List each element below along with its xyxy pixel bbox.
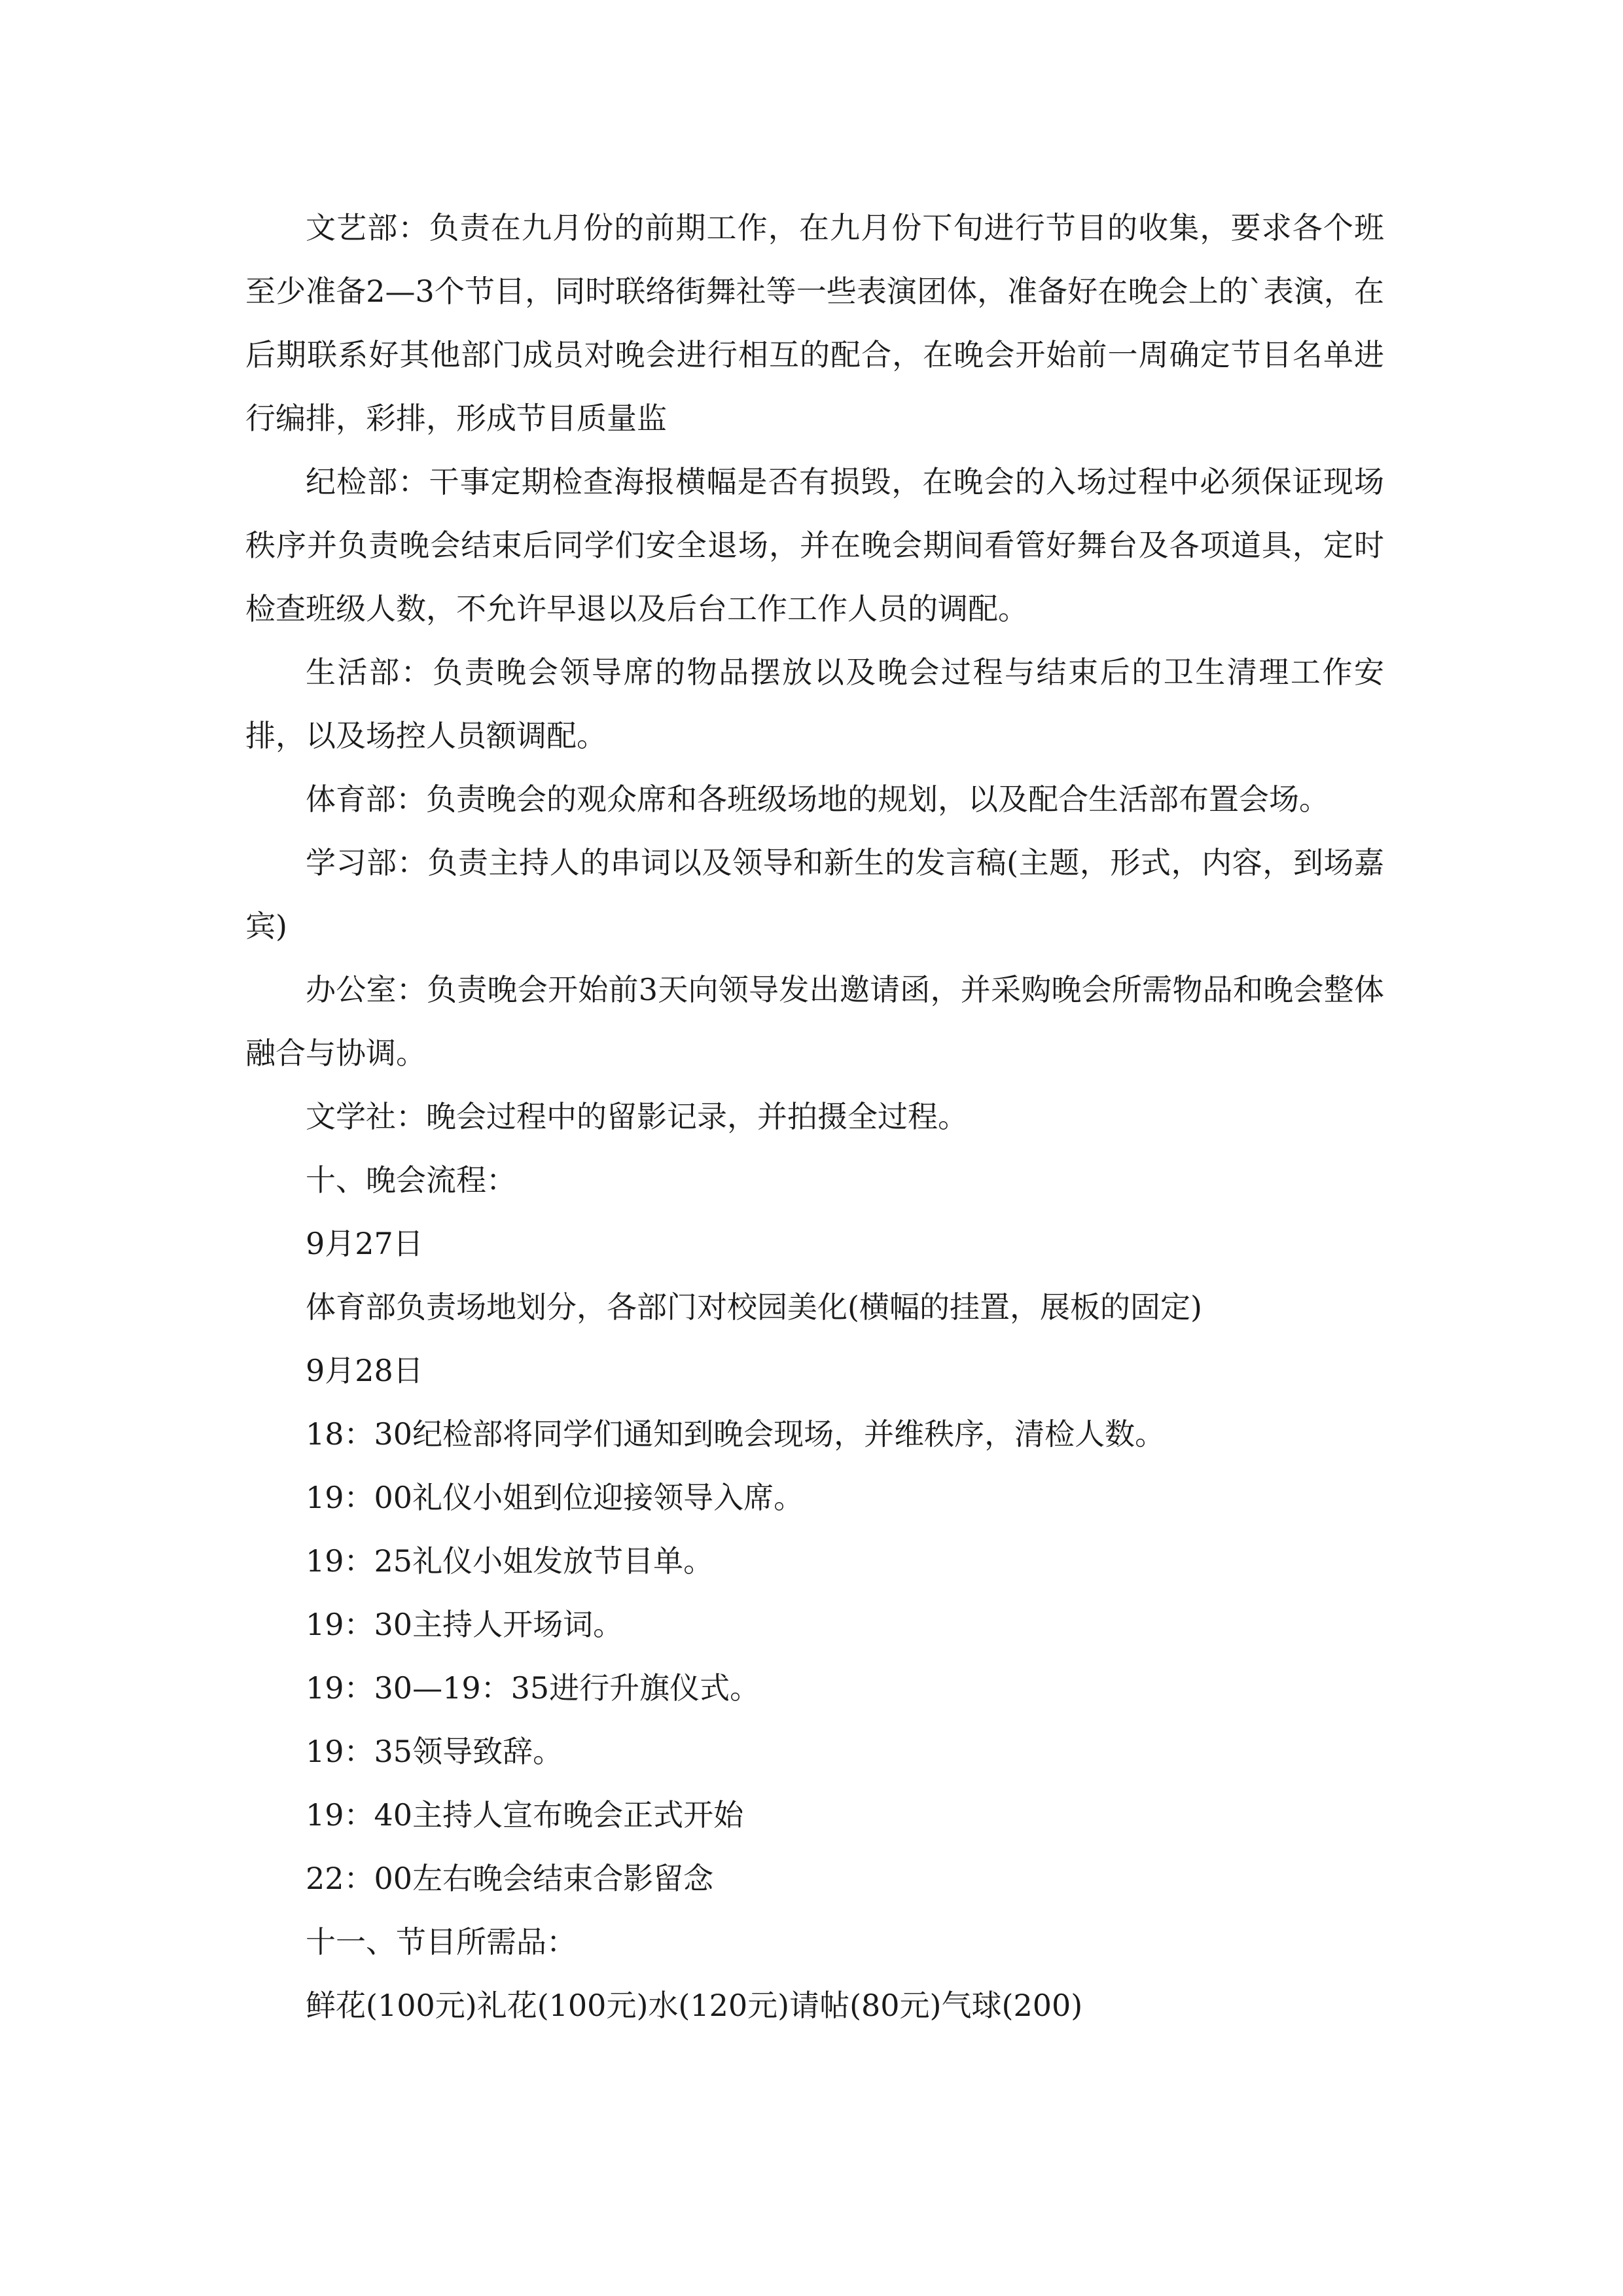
schedule-item: 19：30—19：35进行升旗仪式。 xyxy=(306,1670,760,1706)
paragraph-wenxueshe: 文学社：晚会过程中的留影记录，并拍摄全过程。 xyxy=(306,1099,968,1134)
schedule-item: 22：00左右晚会结束合影留念 xyxy=(306,1861,714,1896)
paragraph-shenghuobu: 生活部：负责晚会领导席的物品摆放以及晚会过程与结束后的卫生清理工作安排，以及场控人员额调配。 xyxy=(245,655,1384,753)
paragraph-tiyubu: 体育部：负责晚会的观众席和各班级场地的规划，以及配合生活部布置会场。 xyxy=(306,781,1329,817)
schedule-item: 19：25礼仪小姐发放节目单。 xyxy=(306,1543,714,1579)
paragraph-bangongshi: 办公室：负责晚会开始前3天向领导发出邀请函，并采购晚会所需物品和晚会整体融合与协调。 xyxy=(245,972,1384,1071)
paragraph-xuexibu: 学习部：负责主持人的串词以及领导和新生的发言稿(主题，形式，内容，到场嘉宾) xyxy=(245,845,1384,944)
section-heading-supplies: 十一、节目所需品： xyxy=(306,1924,577,1960)
schedule-item: 19：35领导致辞。 xyxy=(306,1734,563,1769)
schedule-date: 9月27日 xyxy=(306,1226,423,1261)
schedule-item: 19：40主持人宣布晚会正式开始 xyxy=(306,1797,744,1833)
schedule-item: 体育部负责场地划分，各部门对校园美化(横幅的挂置，展板的固定) xyxy=(306,1289,1202,1325)
paragraph-jijianbu: 纪检部：干事定期检查海报横幅是否有损毁，在晚会的入场过程中必须保证现场秩序并负责晚会结束后同学们安全退场，并在晚会期间看管好舞台及各项道具，定时检查班级人数，不允许早退以及后台工作工作人员的调配。 xyxy=(245,464,1384,626)
schedule-date: 9月28日 xyxy=(306,1353,423,1388)
schedule-item: 18：30纪检部将同学们通知到晚会现场，并维秩序，清检人数。 xyxy=(306,1416,1166,1452)
section-heading-schedule: 十、晚会流程： xyxy=(306,1162,516,1198)
schedule-item: 19：30主持人开场词。 xyxy=(306,1607,624,1642)
schedule-item: 19：00礼仪小姐到位迎接领导入席。 xyxy=(306,1480,804,1515)
paragraph-wenyibu: 文艺部：负责在九月份的前期工作，在九月份下旬进行节目的收集，要求各个班至少准备2—3个节目，同时联络街舞社等一些表演团体，准备好在晚会上的`表演，在后期联系好其他部门成员对晚会进行相互的配合，在晚会开始前一周确定节目名单进行编排，彩排，形成节目质量监 xyxy=(245,210,1384,436)
document-body xyxy=(245,196,1384,2037)
supplies-list: 鲜花(100元)礼花(100元)水(120元)请帖(80元)气球(200) xyxy=(306,1988,1083,2023)
